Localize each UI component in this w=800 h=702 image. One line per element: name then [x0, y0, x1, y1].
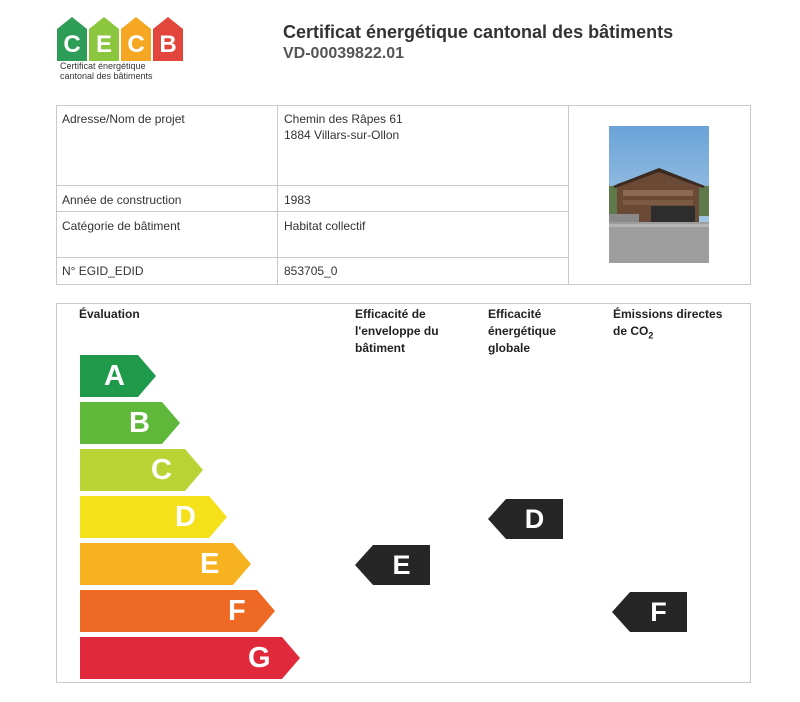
- envelope-class-marker: E: [355, 545, 430, 585]
- co2-emissions-heading: [613, 306, 722, 344]
- class-bar-d: D: [80, 496, 227, 538]
- co2-heading-line1: Émissions directes: [613, 307, 723, 321]
- evaluation-heading: Évaluation: [79, 307, 140, 321]
- address-line2: 1884 Villars-sur-Ollon: [284, 128, 400, 142]
- envelope-heading-line3: bâtiment: [355, 341, 406, 355]
- class-bar-a: A: [80, 355, 156, 397]
- construction-year-label: Année de construction: [62, 193, 182, 207]
- global-class-marker: D: [488, 499, 563, 539]
- logo-letter-c1: C: [57, 17, 87, 61]
- building-category-value: Habitat collectif: [284, 219, 366, 233]
- class-bar-f: F: [80, 590, 275, 632]
- logo-letter-c2: C: [121, 17, 151, 61]
- construction-year-value: 1983: [284, 193, 311, 207]
- cecb-logo: [57, 17, 183, 61]
- building-photo: [609, 126, 709, 263]
- class-bar-b: B: [80, 402, 180, 444]
- logo-letter-b: B: [153, 17, 183, 61]
- logo-subtitle-line1: Certificat énergétique: [60, 61, 146, 71]
- global-heading-line3: globale: [488, 341, 531, 355]
- global-efficiency-heading: [488, 306, 556, 357]
- egid-value: 853705_0: [284, 264, 338, 278]
- class-bar-g: G: [80, 637, 300, 679]
- envelope-heading-line1: Efficacité de: [355, 307, 426, 321]
- envelope-efficiency-heading: [355, 306, 439, 357]
- logo-letter-e: E: [89, 17, 119, 61]
- envelope-heading-line2: l'enveloppe du: [355, 324, 439, 338]
- energy-rating-panel: [56, 303, 751, 683]
- logo-subtitle-line2: cantonal des bâtiments: [60, 71, 153, 81]
- address-value: [284, 111, 403, 143]
- egid-label: N° EGID_EDID: [62, 264, 144, 278]
- address-label: Adresse/Nom de projet: [62, 112, 185, 126]
- global-heading-line1: Efficacité: [488, 307, 542, 321]
- page-title: Certificat énergétique cantonal des bâtiments: [283, 22, 674, 42]
- address-line1: Chemin des Râpes 61: [284, 112, 403, 126]
- class-bar-e: E: [80, 543, 251, 585]
- co2-class-marker: F: [612, 592, 687, 632]
- class-bar-c: C: [80, 449, 203, 491]
- building-category-label: Catégorie de bâtiment: [62, 219, 181, 233]
- global-heading-line2: énergétique: [488, 324, 557, 338]
- co2-heading-line2: de $CO_2$: [613, 324, 654, 341]
- certificate-number: VD-00039822.01: [283, 45, 404, 62]
- logo-subtitle: [60, 61, 153, 81]
